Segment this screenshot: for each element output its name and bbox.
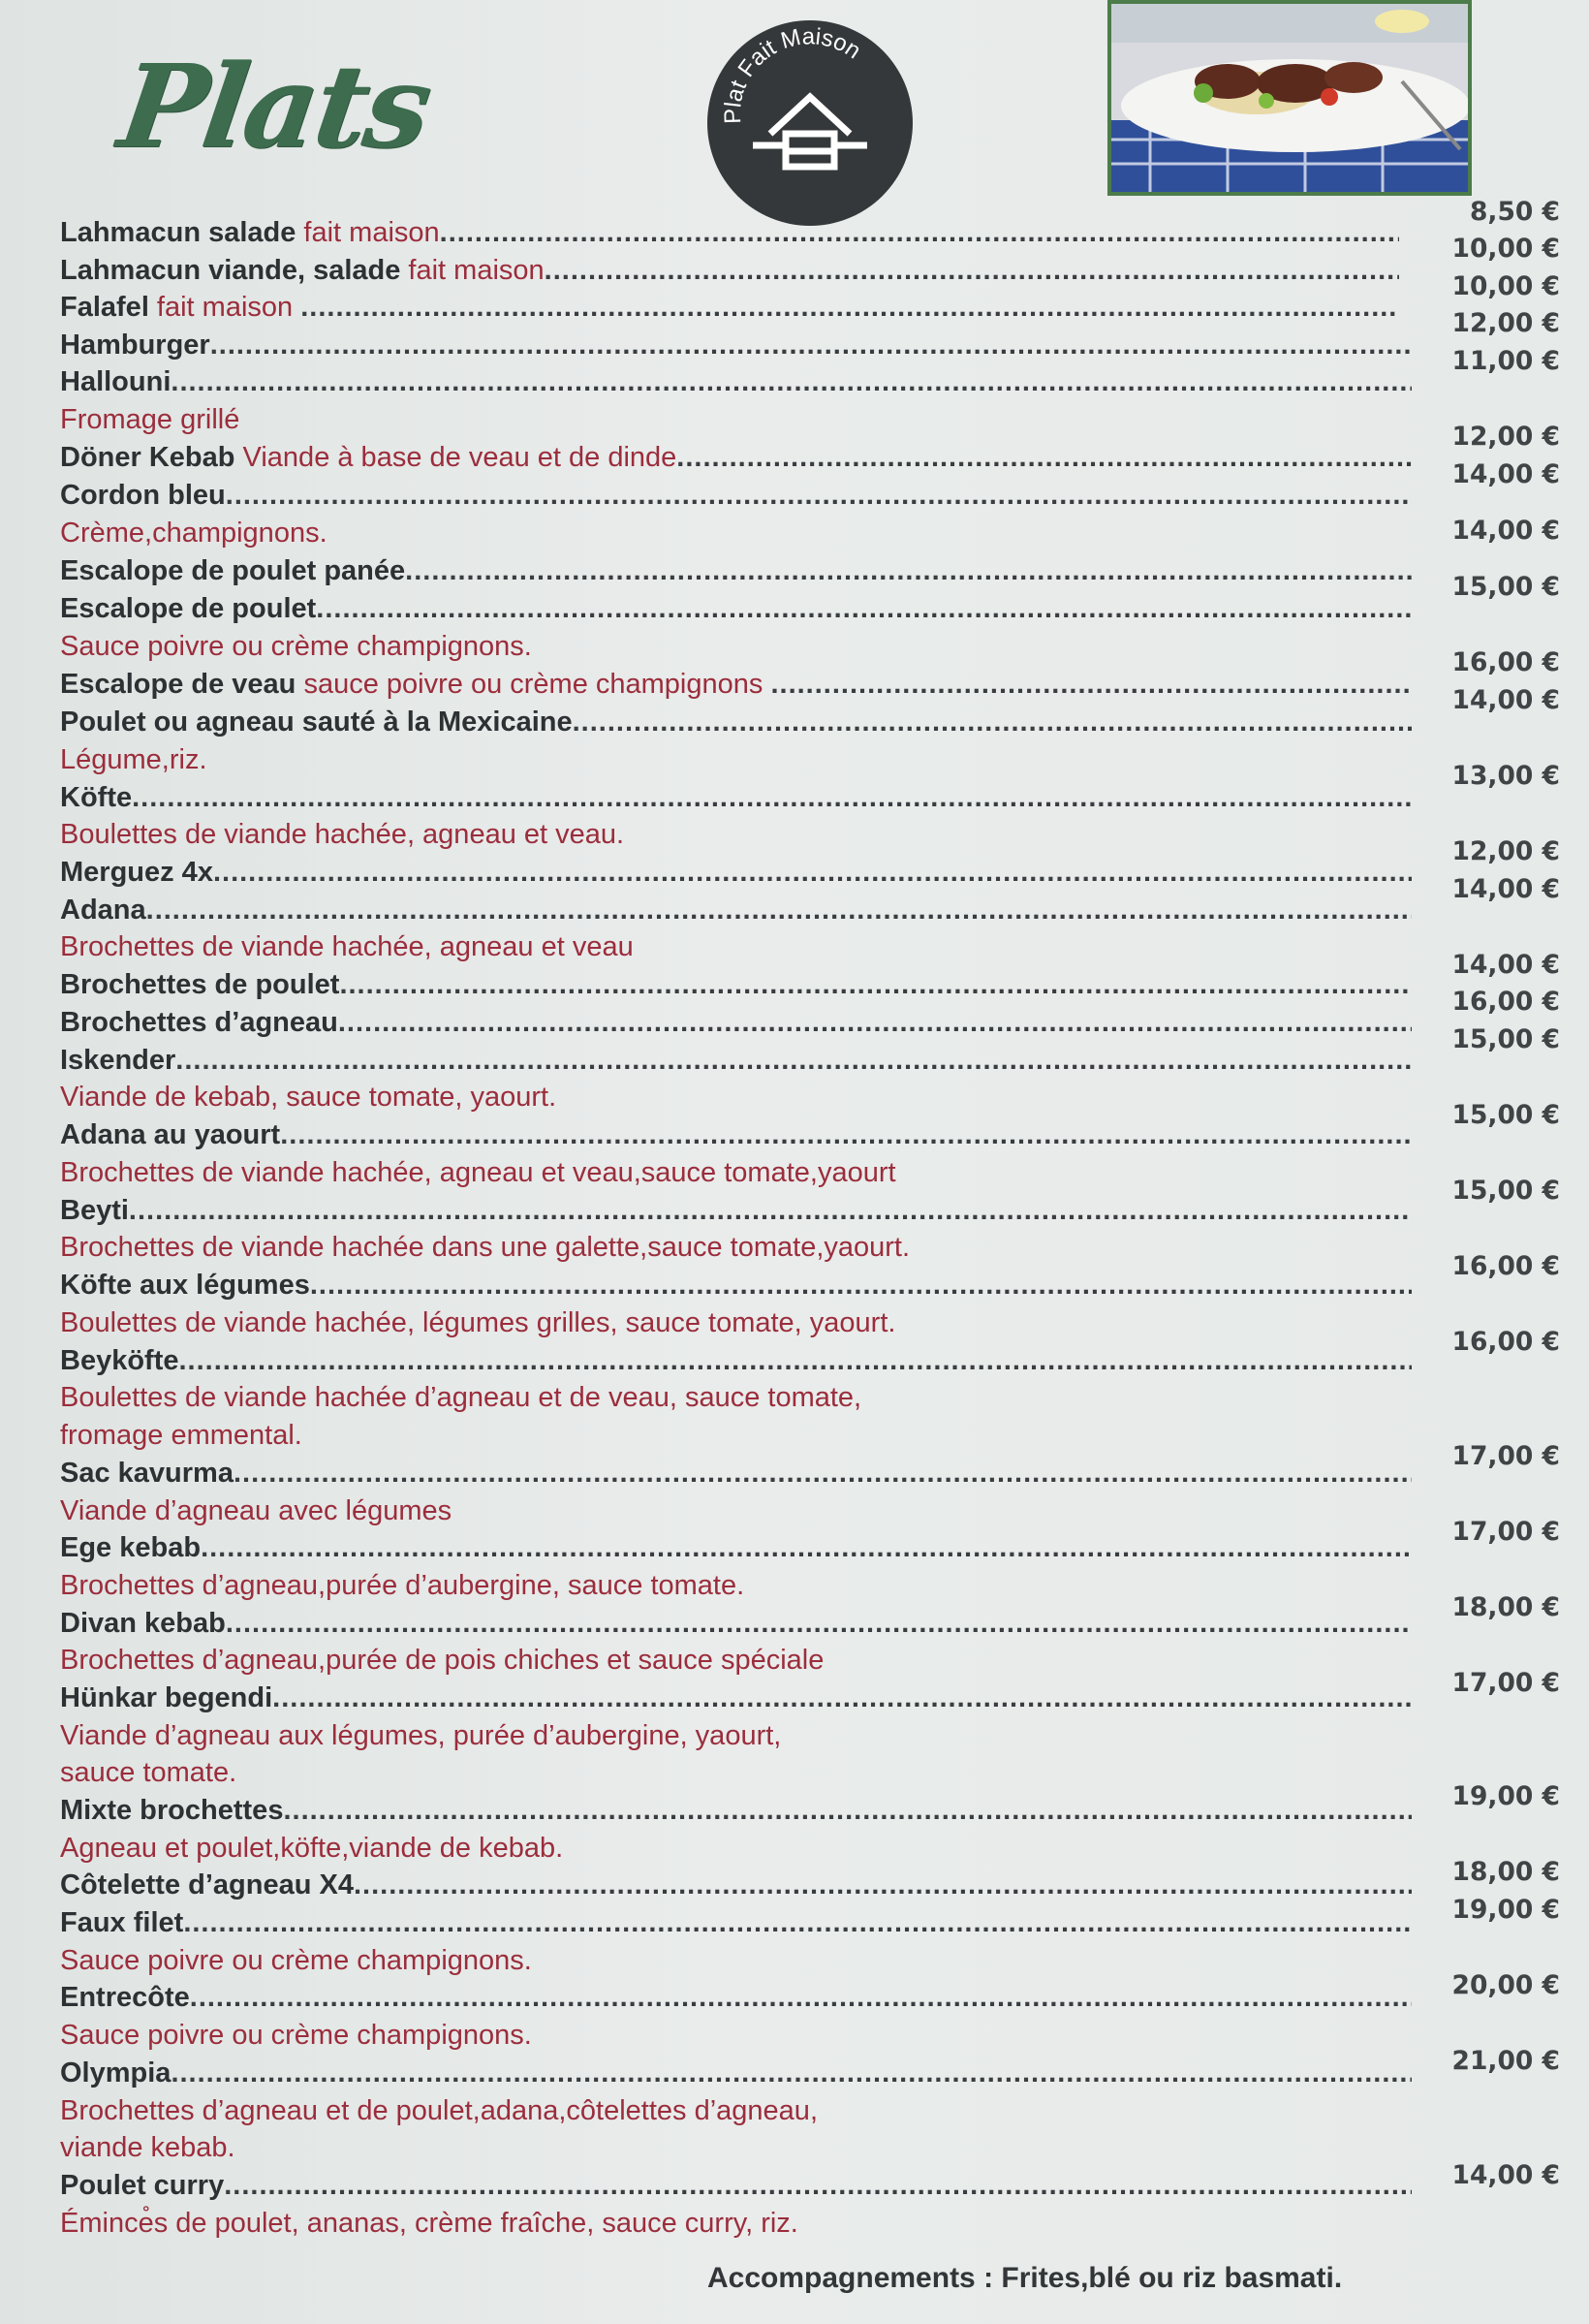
menu-item-description: Sauce poivre ou crème champignons. (60, 2020, 532, 2051)
menu-item: Adana au yaourt ..... (60, 1117, 1412, 1153)
menu-item: Hallouni ..... (60, 364, 1412, 400)
menu-item-description: Boulettes de viande hachée d’agneau et de veau, sauce tomate, (60, 1382, 862, 1413)
price: 17,00 € (1451, 1668, 1560, 1698)
menu-item: Lahmacun viande, salade fait maison ..... (60, 253, 1399, 289)
price: 20,00 € (1451, 1970, 1560, 2000)
menu-item: Adana ..... (60, 893, 1412, 928)
menu-item: Falafel fait maison ..... (60, 290, 1399, 326)
menu-item: Olympia ..... (60, 2056, 1412, 2091)
menu-item: Poulet ou agneau sauté à la Mexicaine ..... (60, 705, 1412, 740)
menu-item-description: viande kebab. (60, 2132, 235, 2163)
food-photo (1107, 0, 1472, 196)
menu-item-description: Émince̊s de poulet, ananas, crème fraîche, sauce curry, riz. (60, 2208, 798, 2239)
menu-item: Divan kebab ..... (60, 1606, 1412, 1642)
price: 17,00 € (1451, 1441, 1560, 1471)
menu-item: Escalope de poulet ..... (60, 591, 1412, 627)
menu-item: Brochettes d’agneau ..... (60, 1005, 1412, 1041)
menu-item-description: Crème,champignons. (60, 518, 327, 549)
menu-item: Entrecôte ..... (60, 1980, 1412, 2016)
price: 19,00 € (1451, 1895, 1560, 1925)
badge-label: Plat Fait Maison (719, 23, 866, 125)
menu-item-description: Viande d’agneau aux légumes, purée d’aubergine, yaourt, (60, 1720, 782, 1751)
menu-item-description: fromage emmental. (60, 1420, 302, 1451)
menu-item: Döner Kebab Viande à base de veau et de dinde ..... (60, 440, 1412, 476)
menu-item-description: Légume,riz. (60, 744, 207, 775)
menu-item-description: Brochettes de viande hachée dans une galette,sauce tomate,yaourt. (60, 1232, 911, 1263)
price: 12,00 € (1451, 422, 1560, 452)
menu-item: Ege kebab ..... (60, 1530, 1412, 1566)
price: 21,00 € (1451, 2046, 1560, 2076)
menu-item: Iskender ..... (60, 1043, 1412, 1079)
menu-item: Sac kavurma ..... (60, 1456, 1412, 1492)
menu-item: Poulet curry ..... (60, 2168, 1412, 2204)
price: 13,00 € (1451, 761, 1560, 791)
menu-item: Köfte ..... (60, 780, 1412, 816)
price: 16,00 € (1451, 987, 1560, 1017)
price: 16,00 € (1451, 647, 1560, 677)
price: 14,00 € (1451, 874, 1560, 904)
menu-item: Mixte brochettes ..... (60, 1793, 1412, 1829)
price: 8,50 € (1469, 197, 1560, 227)
menu-item-description: Agneau et poulet,köfte,viande de kebab. (60, 1833, 564, 1864)
menu-item-description: Boulettes de viande hachée, agneau et veau. (60, 819, 625, 850)
price: 15,00 € (1451, 1100, 1560, 1130)
menu-item: Beyti ..... (60, 1193, 1412, 1229)
price: 12,00 € (1451, 308, 1560, 338)
menu-item: Brochettes de poulet ..... (60, 967, 1412, 1003)
price: 16,00 € (1451, 1327, 1560, 1357)
menu-item-description: Viande de kebab, sauce tomate, yaourt. (60, 1082, 557, 1113)
menu-item-description: Brochettes d’agneau,purée d’aubergine, sauce tomate. (60, 1570, 745, 1601)
menu-item-description: sauce tomate. (60, 1757, 237, 1788)
price: 19,00 € (1451, 1781, 1560, 1811)
price: 14,00 € (1451, 2160, 1560, 2190)
menu-item: Escalope de poulet panée ..... (60, 553, 1412, 589)
price: 14,00 € (1451, 516, 1560, 546)
menu-item: Lahmacun salade fait maison ..... (60, 215, 1399, 251)
menu-item: Beyköfte ..... (60, 1343, 1412, 1379)
menu-item-description: Brochettes d’agneau et de poulet,adana,côtelettes d’agneau, (60, 2095, 818, 2126)
menu-item-description: Brochettes de viande hachée, agneau et veau (60, 931, 634, 962)
price: 17,00 € (1451, 1517, 1560, 1547)
price: 10,00 € (1451, 234, 1560, 264)
menu-item: Escalope de veau sauce poivre ou crème champignons ..... (60, 667, 1412, 703)
price: 14,00 € (1451, 950, 1560, 980)
menu-item: Hünkar begendi ..... (60, 1680, 1412, 1716)
price: 15,00 € (1451, 1024, 1560, 1054)
price: 11,00 € (1451, 346, 1560, 376)
price: 10,00 € (1451, 271, 1560, 301)
menu-item-description: Sauce poivre ou crème champignons. (60, 631, 532, 662)
menu-item: Faux filet ..... (60, 1905, 1412, 1941)
menu-item: Köfte aux légumes ..... (60, 1268, 1412, 1303)
price: 18,00 € (1451, 1857, 1560, 1887)
price: 15,00 € (1451, 1176, 1560, 1206)
price: 16,00 € (1451, 1251, 1560, 1281)
homemade-badge-icon (704, 17, 916, 229)
side-dishes-note: Accompagnements : Frites,blé ou riz basmati. (707, 2262, 1343, 2294)
page-title: Plats (111, 39, 437, 173)
price: 15,00 € (1451, 572, 1560, 602)
menu-item: Hamburger ..... (60, 328, 1412, 363)
menu-item-description: Fromage grillé (60, 404, 240, 435)
price: 14,00 € (1451, 685, 1560, 715)
menu-item-description: Brochettes d’agneau,purée de pois chiches et sauce spéciale (60, 1645, 825, 1676)
price: 14,00 € (1451, 459, 1560, 489)
menu-item: Côtelette d’agneau X4 ..... (60, 1868, 1412, 1903)
menu-item-description: Boulettes de viande hachée, légumes grilles, sauce tomate, yaourt. (60, 1307, 896, 1338)
menu-item-description: Sauce poivre ou crème champignons. (60, 1945, 532, 1976)
price: 12,00 € (1451, 836, 1560, 866)
menu-item-description: Viande d’agneau avec légumes (60, 1495, 452, 1526)
menu-item: Merguez 4x ..... (60, 855, 1412, 891)
price: 18,00 € (1451, 1592, 1560, 1622)
menu-item: Cordon bleu ..... (60, 478, 1412, 514)
menu-item-description: Brochettes de viande hachée, agneau et veau,sauce tomate,yaourt (60, 1157, 896, 1188)
